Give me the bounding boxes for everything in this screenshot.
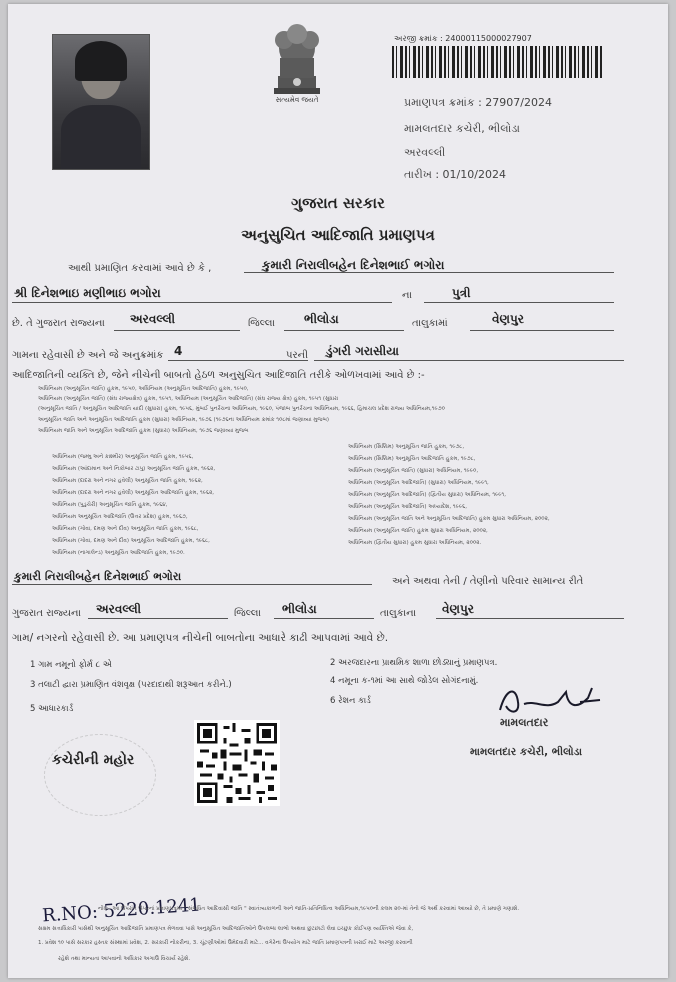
office-seal xyxy=(44,734,156,816)
father-name: શ્રી દિનેશભાઇ મણીભાઇ ભગોરા xyxy=(14,286,161,300)
issue-date: તારીખ : 01/10/2024 xyxy=(404,168,506,181)
act-line: અધિનિયમ (અનુસૂચિત જાતિ) હુકમ, ૧૯૫૦, અધિનિયમ (અનુસૂચિત આદિજાતિ) હુકમ, ૧૯૫૦, xyxy=(38,386,249,392)
emblem-motto: સત્યમેવ જયતે xyxy=(275,96,319,104)
office-name: મામલતદાર કચેરી, ભીલોડા xyxy=(404,122,521,135)
act-line: અધિનિયમ (પુડુચેરી) અનુસૂચિત જાતિ હુકમ, ૧૯૬૪, xyxy=(52,502,168,508)
signatory-title: મામલતદાર xyxy=(500,716,549,729)
family-district-label: જિલ્લા xyxy=(234,608,261,619)
state-label: છે. તે ગુજરાત રાજ્યના xyxy=(12,318,105,329)
footer-note: નોંધ:- આ ઉપરાંત ઉપરનાં પ્રમાણપત્રમાં " સંબંધિત આદિવાસી જાતિ " સ્વાતંત્ર્યકાળની અને જાતિ-પ્રતિનિધિત્વ અધિનિયમ,૧૯૫૦ની કલમ ૨૦-માં તેનો જે અર્થ કરવામાં આવ્યો છે, તે પ્રમાણે ગણાશે. xyxy=(98,906,520,912)
document-item: 5 આધારકાર્ડ xyxy=(30,704,74,714)
footer-note: સક્ષમ સત્તાધિકારી પાસેથી અનુસૂચિત આદિજાતિ પ્રમાણપત્ર મેળવવા પાસે અનુસૂચિત આદિજાતિઓને ઉપલબ્ધ લાભો અથવા છુટછાટો લેવા ઇચ્છુક કોઈપણ વ્યક્તિએ જેવા કે, xyxy=(38,926,414,932)
act-line: અધિનિયમ (અનુસૂચિત આદિજાતિ) અધ્યાદેશ, ૧૯૯૬, xyxy=(348,504,467,510)
act-line: અધિનિયમ (ગોવા, દમણ અને દીવ) અનુસૂચિત આદિજાતિ હુકમ, ૧૯૬૮, xyxy=(52,538,210,544)
family-name: કુમારી નિરાલીબહેન દિનેશભાઈ ભગોરા xyxy=(14,570,182,583)
resident-text: ગામ/ નગરનો રહેવાસી છે. આ પ્રમાણપત્ર નીચેની બાબતોના આધારે કાઢી આપવામાં આવે છે. xyxy=(12,632,389,644)
act-line: અધિનિયમ (દાદરા અને નગર હવેલી) અનુસૂચિત જાતિ હુકમ, ૧૯૬૨, xyxy=(52,478,203,484)
family-village: વેણપુર xyxy=(442,602,474,616)
document-item: 1 ગામ નમૂનો ફોર્મ ૮ એ xyxy=(30,660,112,670)
recognized-text: આદિજાતિની વ્યક્તિ છે, જેને નીચેની બાબતો હેઠળ અનુસુચિત આદિજાતિ તરીકે ઓળખવામાં આવે છે :- xyxy=(12,370,425,381)
family-district: અરવલ્લી xyxy=(96,602,142,616)
act-line: (અનુસૂચિત જાતિ / અનુસૂચિત આદિજાતિ યાદી (સુધારા) હુકમ, ૧૯૫૬, મુંબઈ પુનર્રચના અધિનિયમ, ૧૯૬૦, પંજાબ પુનર્રચના અધિનિયમ, ૧૯૬૬, હિમાચલ પ્રદેશ રાજ્ય અધિનિયમ,૧૯૭૦ xyxy=(38,406,445,412)
signature-image xyxy=(496,680,606,720)
act-line: અધિનિયમ (અનુસૂચિત આદિજાતિ) (સુધારા) અધિનિયમ, ૧૯૯૧, xyxy=(348,480,489,486)
relation: પુત્રી xyxy=(452,286,471,300)
document-item: 4 નમૂના ક-૧માં આ સાથે જોડેલ સોગંદનામું. xyxy=(330,676,479,686)
community-value: ડુંગરી ગરાસીયા xyxy=(326,344,399,358)
act-line: અધિનિયમ (નાગાલેન્ડ) અનુસૂચિત આદિજાતિ હુકમ, ૧૯૭૦. xyxy=(52,550,185,556)
application-number: અરજી ક્રમાંક : 24000115000027907 xyxy=(394,34,532,43)
community-label: પરની xyxy=(286,350,308,361)
qr-code xyxy=(194,720,280,806)
relation-label: ના xyxy=(402,290,412,301)
act-line: અધિનિયમ (અનુસૂચિત આદિજાતિ) (દ્વિતીય સુધારા) અધિનિયમ, ૧૯૯૧, xyxy=(348,492,506,498)
act-line: અધિનિયમ (અનુસૂચિત જાતિ) (સુધારા) અધિનિયમ, ૧૯૯૦, xyxy=(348,468,479,474)
act-line: અધિનિયમ (ગોવા, દમણ અને દીવ) અનુસૂચિત જાતિ હુકમ, ૧૯૬૮, xyxy=(52,526,199,532)
district-name: અરવલ્લી xyxy=(404,146,446,159)
document-item: 3 તલાટી દ્વારા પ્રમાણિત વંશવૃક્ષ (પરદાદાથી શરૂઆત કરીને.) xyxy=(30,680,232,690)
act-line: અધિનિયમ (સિક્કિમ) અનુસૂચિત આદિજાતિ હુકમ, ૧૯૭૮, xyxy=(348,456,476,462)
district-label: જિલ્લા xyxy=(248,318,275,329)
certify-text: આથી પ્રમાણિત કરવામાં આવે છે કે , xyxy=(68,263,212,274)
act-line: અધિનિયમ (સિક્કિમ) અનુસૂચિત જાતિ હુકમ, ૧૯૭૮, xyxy=(348,444,465,450)
act-line: અધિનિયમ (આંદામાન અને નિકોબાર ટાપુ) અનુસૂચિત જાતિ હુકમ, ૧૯૬૨, xyxy=(52,466,216,472)
national-emblem-icon xyxy=(264,18,330,104)
act-line: અધિનિયમ (દાદરા અને નગર હવેલી) અનુસૂચિત આદિજાતિ હુકમ, ૧૯૬૨, xyxy=(52,490,215,496)
applicant-name: કુમારી નિરાલીબહેન દિનેશભાઈ ભગોરા xyxy=(262,258,445,272)
village-value: વેણપુર xyxy=(492,312,524,326)
certificate-number: પ્રમાણપત્ર ક્રમાંક : 27907/2024 xyxy=(404,96,552,109)
certificate-title: અનુસુચિત આદિજાતિ પ્રમાણપત્ર xyxy=(241,226,435,244)
document-item: 6 રેશન કાર્ડ xyxy=(330,696,371,706)
certificate-page xyxy=(8,4,668,978)
district-value: અરવલ્લી xyxy=(130,312,176,326)
village-label: ગામના રહેવાસી છે અને જે અનુક્રમાંક xyxy=(12,350,164,361)
act-line: અધિનિયમ અનુસૂચિત આદિજાતિ (ઉત્તર પ્રદેશ) હુકમ, ૧૯૬૭, xyxy=(52,514,188,520)
applicant-photo xyxy=(52,34,150,170)
family-taluka: ભીલોડા xyxy=(282,602,317,616)
footer-note: 1. પ્રવેશ ૧૦ પાસે સરકાર હસ્તક સંસ્થામાં પ્રવેશ, 2. સરકારી નોકરીના, 3. ચૂંટણીઓમાં ઉમેદવારી માટે... વગેરેના ઉપયોગ માટે જાતિ પ્રમાણપત્રની ખરાઈ માટે અરજી કરવાની xyxy=(38,940,413,946)
act-line: અધિનિયમ (અનુસૂચિત જાતિ) હુકમ સુધારા અધિનિયમ, ૨૦૦૨, xyxy=(348,528,488,534)
taluka-value: ભીલોડા xyxy=(304,312,339,326)
act-line: અધિનિયમ (અનુસૂચિત જાતિ) (સંઘ રાજ્યક્ષેત્ર) હુકમ, ૧૯૫૧, અધિનિયમ (અનુસૂચિત આદિજાતિ) (સંઘ રાજ્ય ક્ષેત્ર) હુકમ, ૧૯૫૧ (સુધારા xyxy=(38,396,339,402)
signatory-office: મામલતદાર કચેરી, ભીલોડા xyxy=(470,746,583,758)
document-item: 2 અરજદારના પ્રાથમિક શાળા છોડ્યાનું પ્રમાણપત્ર. xyxy=(330,658,498,668)
taluka-label: તાલુકામાં xyxy=(412,318,448,329)
family-state-label: ગુજરાત રાજ્યના xyxy=(12,608,81,619)
handwritten-reference: R.NO: 5220.1241 xyxy=(41,894,202,927)
act-line: અધિનિયમ (અનુસૂચિત જાતિ અને અનુસૂચિત આદિજાતિ) હુકમ સુધારા અધિનિયમ, ૨૦૦૨, xyxy=(348,516,550,522)
act-line: અધિનિયમ (જમ્મુ અને કાશ્મીર) અનુસૂચિત જાતિ હુકમ, ૧૯૫૬, xyxy=(52,454,194,460)
serial-number: 4 xyxy=(174,344,183,358)
barcode xyxy=(392,46,602,78)
footer-note: રહેશે તથા માન્યતા આપવાનો અધિકાર અગાઉ વિચાર્ય રહેશે. xyxy=(58,956,191,962)
family-taluka-label: તાલુકાના xyxy=(380,608,417,619)
office-stamp-label: કચેરીની મહોર xyxy=(52,752,135,768)
act-line: અધિનિયમ (દ્વિતીય સુધારા) હુકમ સુધારા અધિનિયમ, ૨૦૦૨. xyxy=(348,540,482,546)
act-line: અધિનિયમ જાતિ અને અનુસૂચિત આદિજાતિ હુકમ (સુધારા) અધિનિયમ, ૧૯૭૬ જણાવ્યા મુજબ xyxy=(38,428,249,434)
family-text: અને અથવા તેની / તેણીનો પરિવાર સામાન્ય રીતે xyxy=(392,576,584,587)
government-title: ગુજરાત સરકાર xyxy=(291,194,385,212)
act-line: અનુસૂચિત જાતિ અને અનુસૂચિત આદિજાતિ હુકમ (સુધારા) અધિનિયમ, ૧૯૭૬ (૧૯૭૬ના અધિનિયમ ક્રમાંક ૧૦૮માં જણાવ્યા મુજબ) xyxy=(38,417,330,423)
